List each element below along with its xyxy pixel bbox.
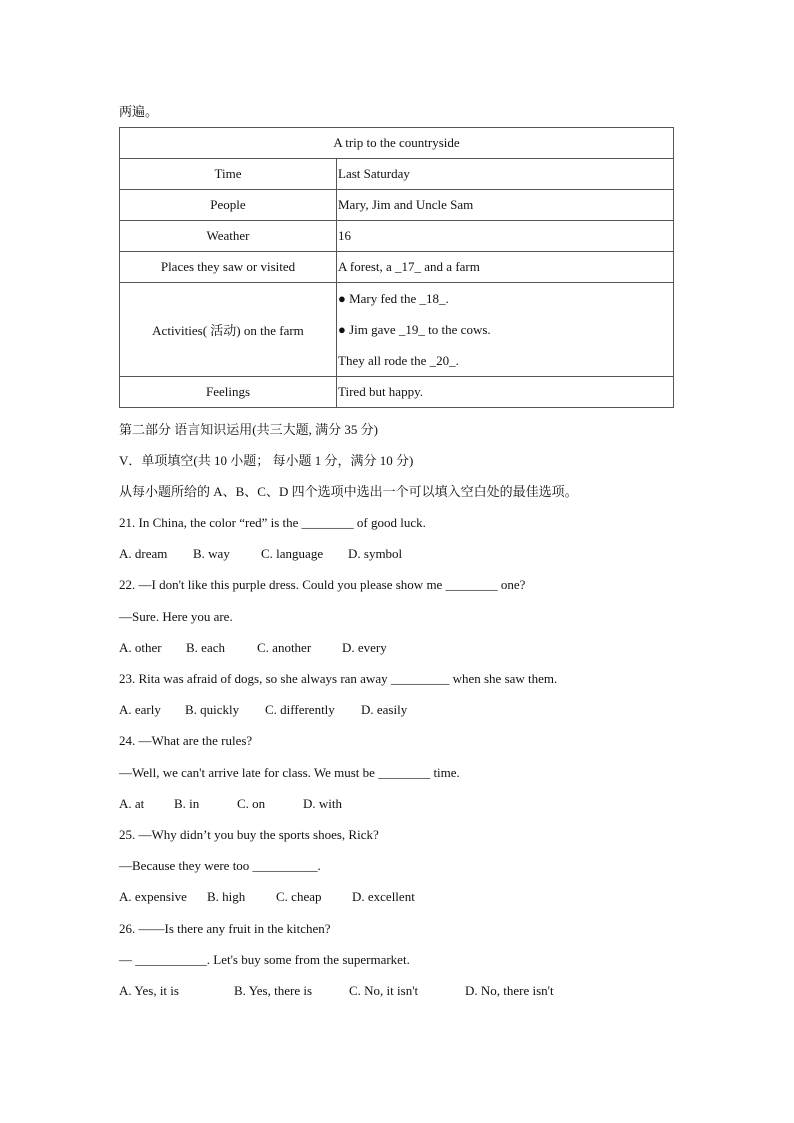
option-a: A. Yes, it is [119,983,179,998]
row-label-activities: Activities( 活动) on the farm [120,283,337,377]
option-d: D. symbol [348,546,403,561]
question-26-options [119,983,679,999]
table-row [120,377,674,408]
row-label-time: Time [120,159,337,190]
option-b: B. each [186,640,225,655]
question-23-options [119,702,679,718]
option-b: B. quickly [185,702,240,717]
question-25-reply: —Because they were too __________. [119,858,321,873]
question-25-options [119,889,679,905]
option-a: A. expensive [119,889,187,904]
activity-line: ● Mary fed the _18_. [338,291,449,306]
option-d: D. No, there isn't [465,983,554,998]
option-c: C. language [261,546,324,561]
table-title: A trip to the countryside [120,128,674,159]
row-label-weather: Weather [120,221,337,252]
trip-info-table [119,127,674,408]
question-24-options [119,796,679,812]
option-c: C. on [237,796,266,811]
option-d: D. excellent [352,889,415,904]
row-value-activities [337,283,674,377]
option-c: C. cheap [276,889,322,904]
option-d: D. every [342,640,387,655]
table-row-activities [120,283,674,377]
question-26-stem: 26. ——Is there any fruit in the kitchen? [119,921,331,936]
row-label-feelings: Feelings [120,377,337,408]
option-d: D. with [303,796,342,811]
question-22-reply: —Sure. Here you are. [119,609,233,624]
option-a: A. dream [119,546,168,561]
option-b: B. in [174,796,200,811]
question-21-stem: 21. In China, the color “red” is the ________ of good luck. [119,515,426,530]
option-d: D. easily [361,702,408,717]
section-heading: V．单项填空(共 10 小题； 每小题 1 分，满分 10 分) [119,453,414,468]
question-24-reply: —Well, we can't arrive late for class. We must be ________ time. [119,765,460,780]
option-a: A. early [119,702,161,717]
option-b: B. way [193,546,230,561]
table-row [120,221,674,252]
activity-line: They all rode the _20_. [338,353,459,368]
question-25-stem: 25. —Why didn’t you buy the sports shoes, Rick? [119,827,379,842]
row-label-places: Places they saw or visited [120,252,337,283]
row-label-people: People [120,190,337,221]
section-instruction: 从每小题所给的 A、B、C、D 四个选项中选出一个可以填入空白处的最佳选项。 [119,484,578,499]
question-22-options [119,640,679,656]
question-22-stem: 22. —I don't like this purple dress. Could you please show me ________ one? [119,577,526,592]
question-21-options [119,546,679,562]
intro-tail-text: 两遍。 [119,104,159,119]
option-a: A. other [119,640,162,655]
row-value-people: Mary, Jim and Uncle Sam [337,190,674,221]
activity-line: ● Jim gave _19_ to the cows. [338,322,491,337]
table-row [120,190,674,221]
option-a: A. at [119,796,145,811]
row-value-weather: 16 [337,221,674,252]
row-value-time: Last Saturday [337,159,674,190]
question-26-reply: — ___________. Let's buy some from the supermarket. [119,952,410,967]
question-23-stem: 23. Rita was afraid of dogs, so she always ran away _________ when she saw them. [119,671,558,686]
row-value-places: A forest, a _17_ and a farm [337,252,674,283]
part-heading: 第二部分 语言知识运用(共三大题, 满分 35 分) [119,422,378,437]
question-24-stem: 24. —What are the rules? [119,733,253,748]
table-row [120,159,674,190]
option-c: C. No, it isn't [349,983,419,998]
option-b: B. high [207,889,246,904]
option-c: C. another [257,640,312,655]
row-value-feelings: Tired but happy. [337,377,674,408]
table-row [120,252,674,283]
table-title-row [120,128,674,159]
option-c: C. differently [265,702,335,717]
option-b: B. Yes, there is [234,983,313,998]
